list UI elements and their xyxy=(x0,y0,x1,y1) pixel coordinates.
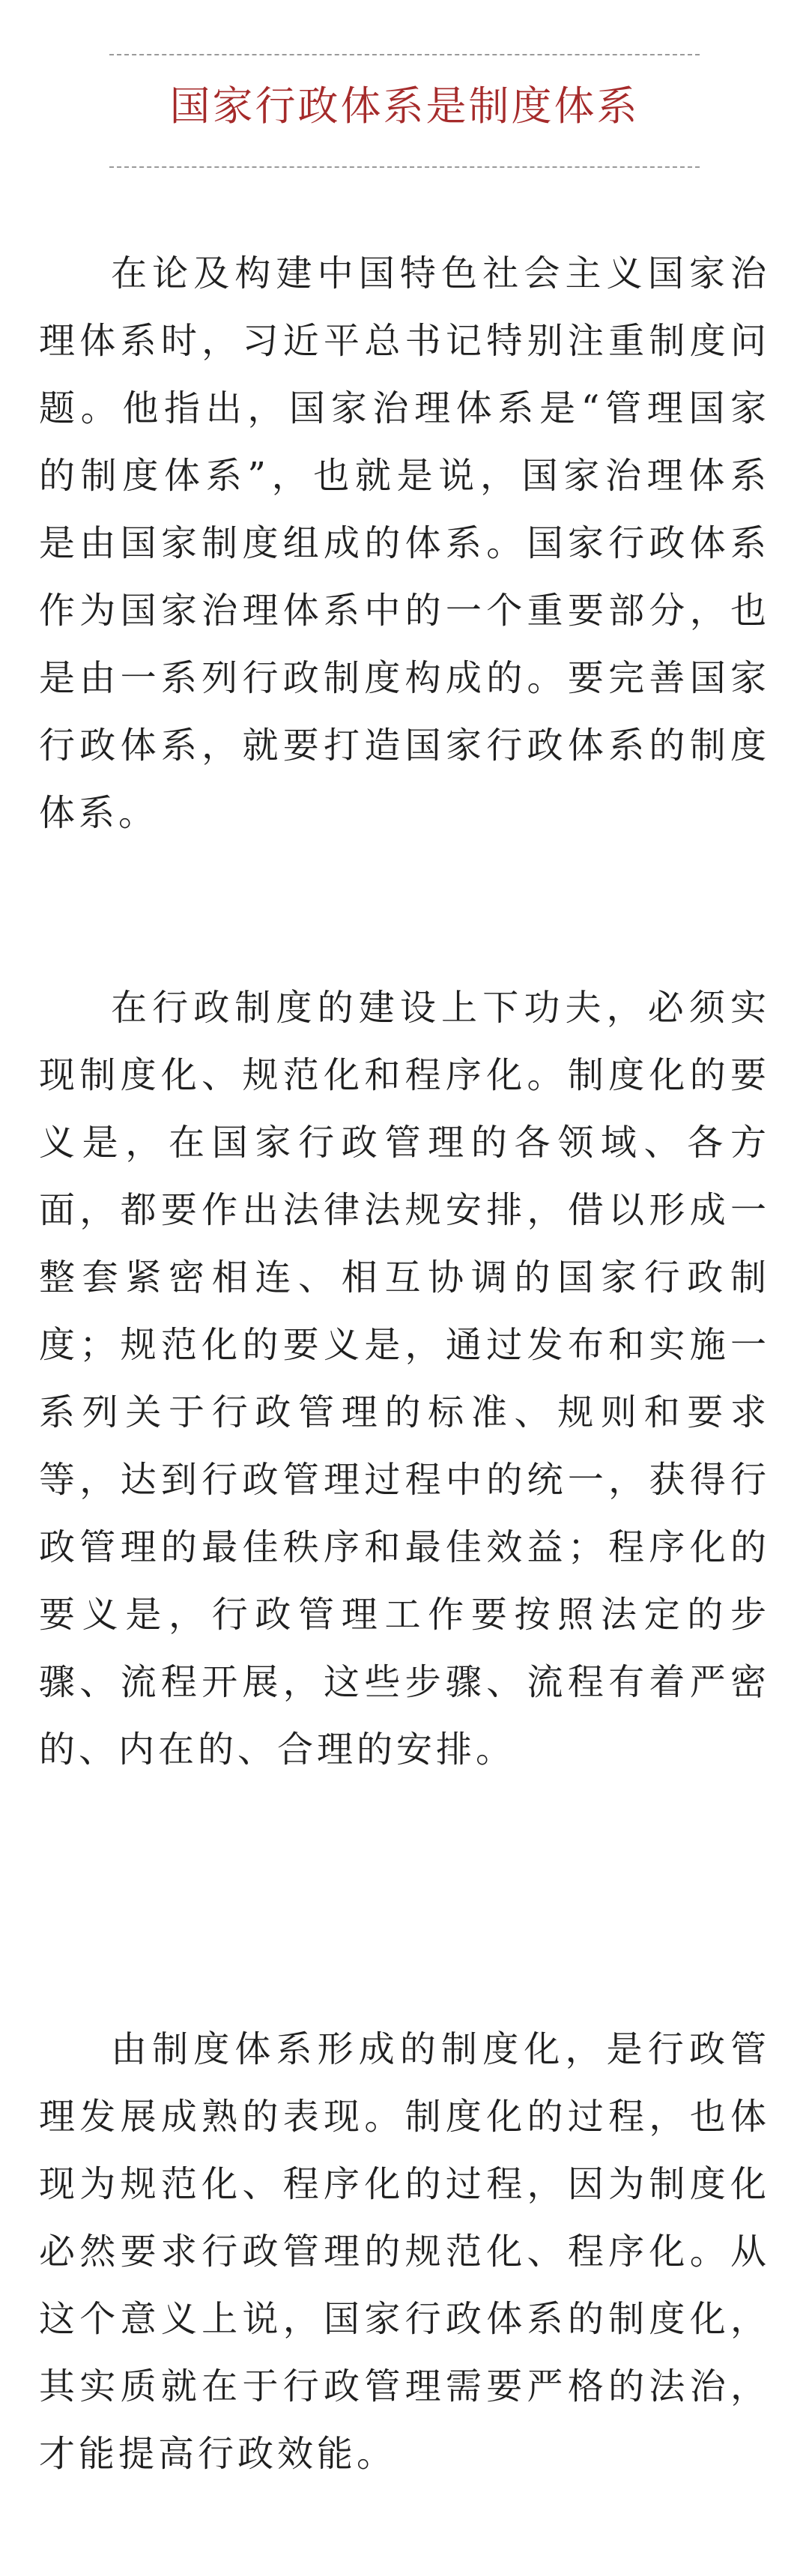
title-block xyxy=(0,0,809,180)
article-paragraph-3: 由制度体系形成的制度化，是行政管理发展成熟的表现。制度化的过程，也体现为规范化、程序化的过程，因为制度化必然要求行政管理的规范化、程序化。从这个意义上说，国家行政体系的制度化，其实质就在于行政管理需要严格的法治，才能提高行政效能。 xyxy=(39,2028,770,2475)
article-paragraph-1: 在论及构建中国特色社会主义国家治理体系时，习近平总书记特别注重制度问题。他指出，国家治理体系是“管理国家的制度体系”，也就是说，国家治理体系是由国家制度组成的体系。国家行政体系作为国家治理体系中的一个重要部分，也是由一系列行政制度构成的。要完善国家行政体系，就要打造国家行政体系的制度体系。 xyxy=(39,253,770,834)
article-title: 国家行政体系是制度体系 xyxy=(169,82,640,130)
title-bottom-divider xyxy=(109,166,700,168)
article-paragraph-2: 在行政制度的建设上下功夫，必须实现制度化、规范化和程序化。制度化的要义是，在国家行政管理的各领域、各方面，都要作出法律法规安排，借以形成一整套紧密相连、相互协调的国家行政制度；规范化的要义是，通过发布和实施一系列关于行政管理的标准、规则和要求等，达到行政管理过程中的统一，获得行政管理的最佳秩序和最佳效益；程序化的要义是，行政管理工作要按照法定的步骤、流程开展，这些步骤、流程有着严密的、内在的、合理的安排。 xyxy=(39,987,770,1771)
title-top-divider xyxy=(109,54,700,55)
